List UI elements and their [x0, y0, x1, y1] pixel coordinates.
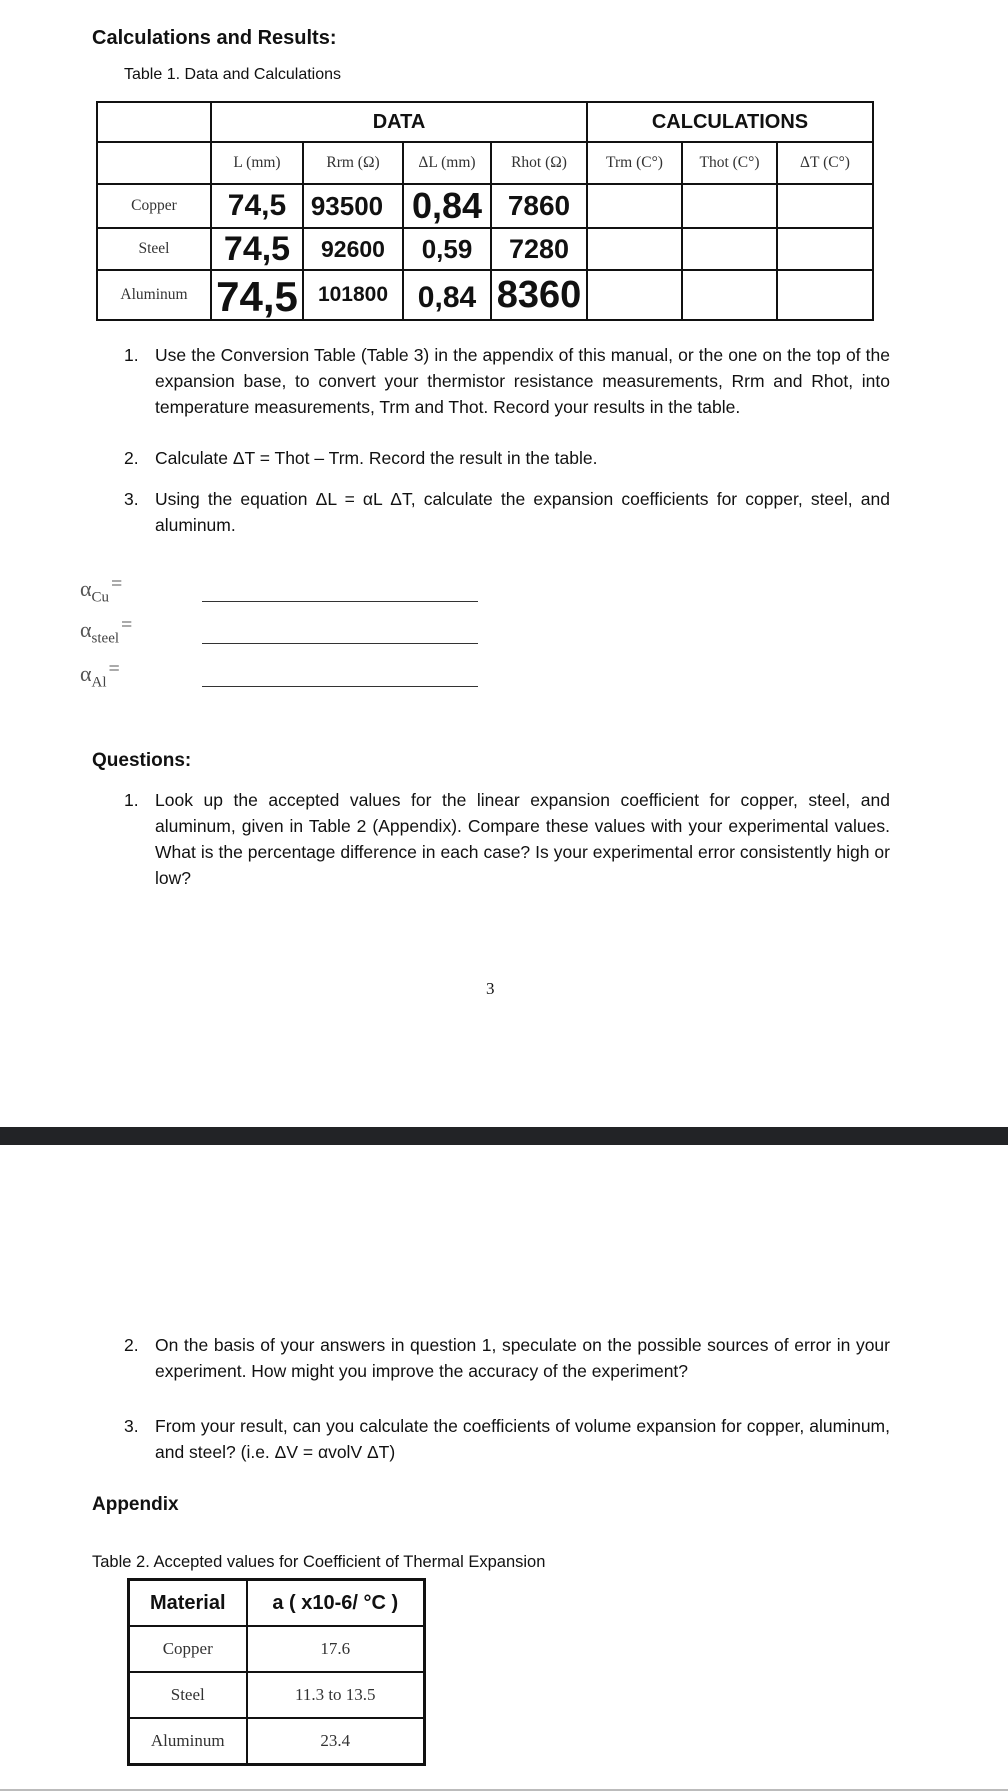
table1-caption: Table 1. Data and Calculations	[124, 66, 342, 83]
column-header: Thot (C°)	[682, 142, 777, 184]
thot-cell	[682, 270, 777, 320]
column-header: Rhot (Ω)	[491, 142, 587, 184]
coefficient-header: a ( x10-6/ °C )	[247, 1580, 425, 1627]
column-header: ΔL (mm)	[403, 142, 491, 184]
delta-l-value: 0,84	[411, 185, 483, 226]
question-2-text: On the basis of your answers in question 1, speculate on the possible sources of error in your experiment. How might you improve the accuracy of the experiment?	[155, 1335, 890, 1381]
coefficient-cell: 23.4	[247, 1718, 425, 1765]
rrm-value: 92600	[321, 235, 385, 262]
rrm-cell	[303, 228, 403, 270]
alpha-steel-label: $\alpha_{steel}=$	[80, 614, 133, 647]
rrm-value: 101800	[317, 283, 389, 306]
length-cell	[211, 228, 303, 270]
row-label-copper: Copper	[97, 184, 211, 228]
trm-cell	[587, 270, 682, 320]
accepted-values-table	[127, 1578, 426, 1766]
page-number: 3	[486, 979, 495, 998]
trm-cell	[587, 184, 682, 228]
questions-title: Questions:	[92, 750, 192, 771]
table-row	[97, 184, 873, 228]
column-header: L (mm)	[211, 142, 303, 184]
length-value: 74,5	[216, 273, 298, 320]
length-cell	[211, 184, 303, 228]
length-cell	[211, 270, 303, 320]
delta-l-cell	[403, 184, 491, 228]
question-1-text: Look up the accepted values for the linear expansion coefficient for copper, steel, and aluminum, given in Table 2 (Appendix). Compare these values with your experimental values. What is the percentage difference in each case? Is your experimental error consistently high or low?	[155, 790, 890, 888]
page-separator	[0, 1127, 1008, 1145]
question-3-text: From your result, can you calculate the coefficients of volume expansion for copper, aluminum, and steel? (i.e. ΔV = αvolV ΔT)	[155, 1416, 890, 1462]
rhot-value: 7860	[507, 190, 571, 221]
rrm-cell	[303, 270, 403, 320]
delta-t-cell	[777, 270, 873, 320]
calculations-group-header: CALCULATIONS	[587, 102, 873, 142]
column-header: Rrm (Ω)	[303, 142, 403, 184]
thot-cell	[682, 228, 777, 270]
instruction-1-text: Use the Conversion Table (Table 3) in the appendix of this manual, or the one on the top of the expansion base, to convert your thermistor resistance measurements, Rrm and Rhot, into temperature measurements, Trm and Thot. Record your results in the table.	[155, 345, 890, 417]
alpha-cu-answer-line[interactable]	[202, 601, 478, 602]
table-row	[129, 1672, 425, 1718]
trm-cell	[587, 228, 682, 270]
delta-t-cell	[777, 184, 873, 228]
appendix-title: Appendix	[92, 1494, 179, 1515]
alpha-al-label: $\alpha_{Al}=$	[80, 658, 120, 691]
alpha-steel-answer-line[interactable]	[202, 643, 478, 644]
coefficient-cell: 11.3 to 13.5	[247, 1672, 425, 1718]
rrm-value: 93500	[310, 190, 384, 221]
thot-cell	[682, 184, 777, 228]
instruction-3-text: Using the equation ΔL = αL ΔT, calculate the expansion coefficients for copper, steel, and aluminum.	[155, 489, 890, 535]
rhot-cell	[491, 270, 587, 320]
material-cell: Copper	[129, 1626, 247, 1672]
delta-t-cell	[777, 228, 873, 270]
delta-l-cell	[403, 228, 491, 270]
instruction-2-text: Calculate ΔT = Thot – Trm. Record the result in the table.	[155, 448, 598, 468]
table-row	[97, 270, 873, 320]
rhot-value: 8360	[496, 273, 582, 316]
bottom-divider	[0, 1789, 1008, 1791]
rrm-cell	[303, 184, 403, 228]
length-value: 74,5	[227, 189, 287, 222]
delta-l-value: 0,84	[417, 281, 477, 314]
alpha-cu-label: $\alpha_{Cu}=$	[80, 573, 123, 606]
row-label-steel: Steel	[97, 228, 211, 270]
table-row	[129, 1626, 425, 1672]
table-row	[97, 228, 873, 270]
material-cell: Steel	[129, 1672, 247, 1718]
data-calculations-table	[96, 101, 874, 321]
row-label-header	[97, 142, 211, 184]
length-value: 74,5	[223, 229, 291, 268]
question-number: 3.	[124, 1416, 139, 1436]
question-number: 2.	[124, 1335, 139, 1355]
section-title: Calculations and Results:	[92, 27, 337, 49]
material-header: Material	[129, 1580, 247, 1627]
table-corner-cell	[97, 102, 211, 142]
coefficient-cell: 17.6	[247, 1626, 425, 1672]
rhot-value: 7280	[508, 233, 570, 264]
column-header: Trm (C°)	[587, 142, 682, 184]
instruction-number: 2.	[124, 448, 139, 468]
delta-l-value: 0,59	[421, 233, 473, 264]
alpha-al-answer-line[interactable]	[202, 686, 478, 687]
column-header: ΔT (C°)	[777, 142, 873, 184]
rhot-cell	[491, 228, 587, 270]
table-row	[129, 1718, 425, 1765]
table2-caption: Table 2. Accepted values for Coefficient of Thermal Expansion	[92, 1553, 546, 1571]
instruction-number: 3.	[124, 489, 139, 509]
rhot-cell	[491, 184, 587, 228]
row-label-aluminum: Aluminum	[97, 270, 211, 320]
question-number: 1.	[124, 790, 139, 810]
delta-l-cell	[403, 270, 491, 320]
instruction-number: 1.	[124, 345, 139, 365]
material-cell: Aluminum	[129, 1718, 247, 1765]
data-group-header: DATA	[211, 102, 587, 142]
